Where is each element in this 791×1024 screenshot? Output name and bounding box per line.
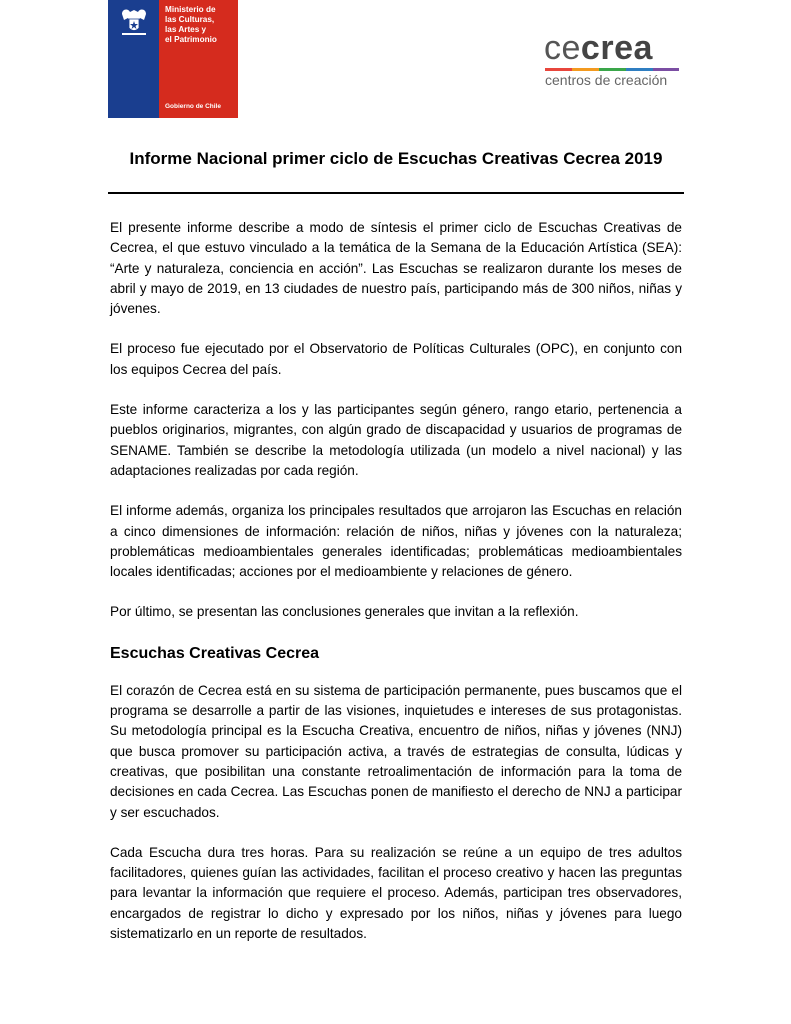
title-divider	[108, 192, 684, 194]
intro-paragraph: Por último, se presentan las conclusiones generales que invitan a la reflexión.	[110, 604, 579, 620]
section-heading: Escuchas Creativas Cecrea	[110, 644, 320, 662]
section-paragraph: Cada Escucha dura tres horas. Para su realización se reúne a un equipo de tres adultos facilitadores, quienes guían las actividades, facilitan el proceso creativo y hacen las preguntas para levantar la información que requiere el proceso. Además, participan tres observadores, encargados de registrar lo dicho y expresado por los niños, niñas y jóvenes para luego sistematizarlo en un reporte de resultados.	[110, 844, 682, 942]
cecrea-wordmark	[544, 30, 653, 66]
intro-paragraph: El informe además, organiza los principales resultados que arrojaron las Escuchas en relación a cinco dimensiones de información: relación de niños, niñas y jóvenes con la naturaleza; problemáticas medioambientales generales identificadas; problemáticas medioambientales locales identificadas; acciones por el medioambiente y relaciones de género.	[110, 503, 682, 580]
ministry-line: las Culturas,	[165, 15, 215, 24]
ministry-line: el Patrimonio	[165, 35, 217, 44]
coat-of-arms-icon	[116, 6, 152, 38]
document-title: Informe Nacional primer ciclo de Escuchas Creativas Cecrea 2019	[129, 149, 663, 168]
government-label: Gobierno de Chile	[165, 103, 221, 110]
cecrea-prefix: ce	[544, 29, 581, 67]
cecrea-color-bar	[545, 68, 679, 71]
section-paragraph: El corazón de Cecrea está en su sistema de participación permanente, pues buscamos que el programa se desarrolle a partir de las visiones, inquietudes e intereses de sus protagonistas. Su metodología principal es la Escucha Creativa, encuentro de niños, niñas y jóvenes (NNJ) que busca promover su participación activa, a través de estrategias de consulta, lúdicas y creativas, que posibilitan una constante retroalimentación de información para la toma de decisiones en cada Cecrea. Las Escuchas ponen de manifiesto el derecho de NNJ a participar y ser escuchados.	[110, 682, 682, 820]
ministry-line: las Artes y	[165, 25, 207, 34]
intro-paragraph: El proceso fue ejecutado por el Observatorio de Políticas Culturales (OPC), en conjunto con los equipos Cecrea del país.	[110, 341, 682, 377]
ministry-name	[165, 5, 237, 45]
intro-paragraph: El presente informe describe a modo de síntesis el primer ciclo de Escuchas Creativas de Cecrea, el que estuvo vinculado a la temática de la Semana de la Educación Artística (SEA): “Arte y naturaleza, conciencia en acción”. Las Escuchas se realizaron durante los meses de abril y mayo de 2019, en 13 ciudades de nuestro país, participando más de 300 niños, niñas y jóvenes.	[110, 220, 682, 317]
page-header	[0, 0, 791, 150]
cecrea-bold: crea	[580, 29, 653, 67]
cecrea-tagline: centros de creación	[545, 72, 668, 88]
intro-paragraph: Este informe caracteriza a los y las participantes según género, rango etario, pertenencia a pueblos originarios, migrantes, con algún grado de discapacidad y usuarios de programas de SENAME. También se describe la metodología utilizada (un modelo a nivel nacional) y las adaptaciones realizadas por cada región.	[110, 402, 682, 478]
cecrea-logo	[540, 30, 690, 92]
document-body	[110, 218, 682, 944]
ministry-line: Ministerio de	[165, 5, 216, 14]
ministry-logo	[108, 0, 238, 118]
